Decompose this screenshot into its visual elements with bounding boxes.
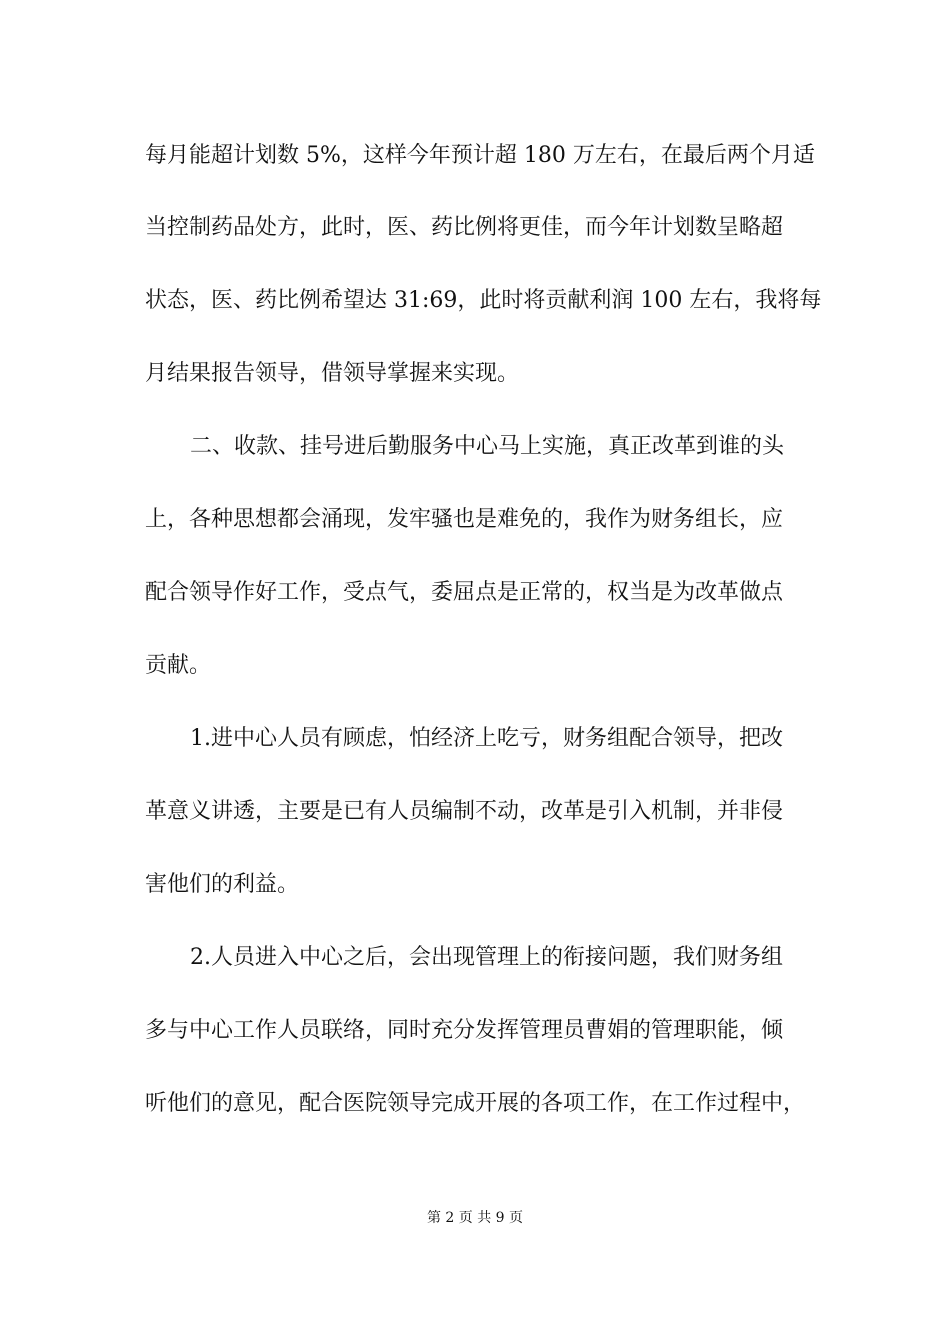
text-line: 当控制药品处方，此时，医、药比例将更佳，而今年计划数呈略超 — [145, 215, 784, 240]
page-number: 第 2 页 共 9 页 — [426, 1210, 524, 1226]
text-line: 听他们的意见，配合医院领导完成开展的各项工作，在工作过程中， — [145, 1091, 806, 1116]
text-line: 配合领导作好工作，受点气，委屈点是正常的，权当是为改革做点 — [145, 580, 784, 605]
text-line: 上，各种思想都会涌现，发牢骚也是难免的，我作为财务组长，应 — [145, 507, 784, 532]
text-line: 每月能超计划数 5%，这样今年预计超 180 万左右，在最后两个月适 — [145, 143, 815, 168]
page-footer — [0, 1209, 950, 1227]
text-line: 多与中心工作人员联络，同时充分发挥管理员曹娟的管理职能，倾 — [145, 1018, 784, 1043]
text-line: 贡献。 — [145, 653, 212, 678]
text-line: 状态，医、药比例希望达 31:69，此时将贡献利润 100 左右，我将每 — [145, 288, 822, 313]
paragraph-start-line: 2.人员进入中心之后，会出现管理上的衔接问题，我们财务组 — [190, 945, 783, 970]
text-line: 革意义讲透，主要是已有人员编制不动，改革是引入机制，并非侵 — [145, 799, 784, 824]
text-line: 月结果报告领导，借领导掌握来实现。 — [145, 361, 520, 386]
paragraph-start-line: 1.进中心人员有顾虑，怕经济上吃亏，财务组配合领导，把改 — [190, 726, 783, 751]
text-line: 害他们的利益。 — [145, 872, 300, 897]
paragraph-start-line: 二、收款、挂号进后勤服务中心马上实施，真正改革到谁的头 — [190, 434, 785, 459]
